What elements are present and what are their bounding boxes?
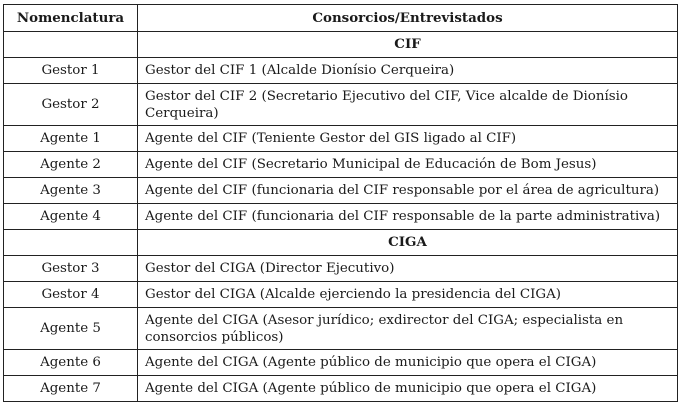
- table-row: [4, 178, 678, 204]
- header-consorcios: Consorcios/Entrevistados: [138, 5, 678, 32]
- nomenclatura-cell: Agente 2: [4, 152, 138, 178]
- description-cell: Agente del CIF (funcionaria del CIF responsable por el área de agricultura): [138, 178, 678, 204]
- table-row: [4, 350, 678, 376]
- table-row: [4, 282, 678, 308]
- group-empty-cell: [4, 32, 138, 58]
- table-row: [4, 58, 678, 84]
- group-label-cif: CIF: [138, 32, 678, 58]
- header-row: [4, 5, 678, 32]
- description-cell: Agente del CIGA (Agente público de municipio que opera el CIGA): [138, 376, 678, 402]
- table-row: [4, 376, 678, 402]
- description-cell: Agente del CIF (funcionaria del CIF responsable de la parte administrativa): [138, 204, 678, 230]
- interviewees-table: [3, 4, 678, 402]
- description-cell: Agente del CIGA (Agente público de municipio que opera el CIGA): [138, 350, 678, 376]
- group-empty-cell: [4, 230, 138, 256]
- group-row-cif: [4, 32, 678, 58]
- description-cell: Gestor del CIGA (Director Ejecutivo): [138, 256, 678, 282]
- table-row: [4, 84, 678, 126]
- nomenclatura-cell: Agente 7: [4, 376, 138, 402]
- nomenclatura-cell: Agente 6: [4, 350, 138, 376]
- nomenclatura-cell: Gestor 1: [4, 58, 138, 84]
- description-cell: Agente del CIGA (Asesor jurídico; exdirector del CIGA; especialista en consorcios públicos): [138, 308, 678, 350]
- description-cell: Gestor del CIGA (Alcalde ejerciendo la presidencia del CIGA): [138, 282, 678, 308]
- group-row-ciga: [4, 230, 678, 256]
- nomenclatura-cell: Agente 3: [4, 178, 138, 204]
- table-row: [4, 152, 678, 178]
- nomenclatura-cell: Agente 4: [4, 204, 138, 230]
- nomenclatura-cell: Gestor 3: [4, 256, 138, 282]
- table-row: [4, 126, 678, 152]
- table-row: [4, 204, 678, 230]
- description-cell: Gestor del CIF 2 (Secretario Ejecutivo del CIF, Vice alcalde de Dionísio Cerqueira): [138, 84, 678, 126]
- table-row: [4, 308, 678, 350]
- table-row: [4, 256, 678, 282]
- group-label-ciga: CIGA: [138, 230, 678, 256]
- nomenclatura-cell: Gestor 2: [4, 84, 138, 126]
- nomenclatura-cell: Agente 5: [4, 308, 138, 350]
- description-cell: Agente del CIF (Teniente Gestor del GIS ligado al CIF): [138, 126, 678, 152]
- description-cell: Agente del CIF (Secretario Municipal de Educación de Bom Jesus): [138, 152, 678, 178]
- description-cell: Gestor del CIF 1 (Alcalde Dionísio Cerqueira): [138, 58, 678, 84]
- header-nomenclatura: Nomenclatura: [4, 5, 138, 32]
- nomenclatura-cell: Gestor 4: [4, 282, 138, 308]
- nomenclatura-cell: Agente 1: [4, 126, 138, 152]
